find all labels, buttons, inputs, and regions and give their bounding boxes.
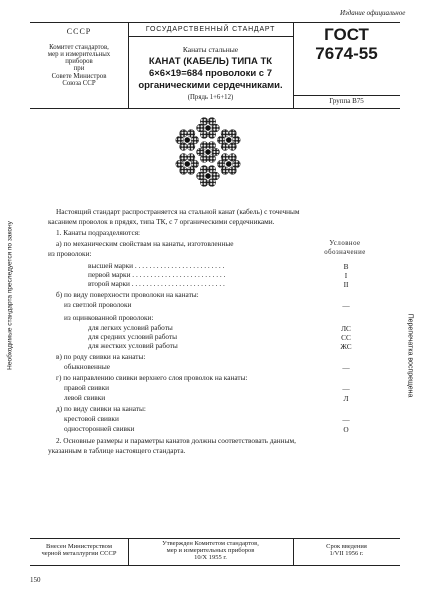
ordinary-lay-label: обыкновенные	[64, 362, 110, 371]
light-wire-label: из светлой проволоки	[64, 300, 132, 309]
gost-number: 7674-55	[315, 44, 378, 63]
wire-strand	[208, 179, 216, 187]
grade-1-code: В	[343, 262, 349, 271]
strand-formula: (Прядь 1+6+12)	[187, 94, 234, 101]
committee-line: Союза ССР	[62, 79, 96, 87]
zinc-hard-code: ЖС	[340, 342, 352, 351]
wire-strand	[187, 154, 195, 162]
light-wire-code: —	[342, 301, 350, 310]
cross-lay-code: —	[342, 415, 350, 424]
wire-strand	[208, 155, 216, 163]
wire-strand	[208, 142, 216, 150]
footer-submitted-line: черной металлургии СССР	[41, 549, 117, 557]
edition-note: Издание официальное	[340, 9, 406, 17]
zinc-wire-label: из оцинкованной проволоки:	[64, 313, 154, 322]
organic-core	[185, 161, 190, 166]
wire-strand	[200, 142, 208, 150]
grade-3-code: II	[343, 280, 349, 289]
grade-3-label: второй марки . . . . . . . . . . . . . . . . . . . . . . . . . .	[88, 279, 225, 288]
side-note-right: Перепечатка воспрещена	[406, 313, 414, 398]
item-b-heading: б) по виду поверхности проволоки на канаты:	[56, 290, 199, 299]
right-lay-code: —	[342, 384, 350, 393]
footer-submitted-line: Внесен Министерством	[46, 543, 112, 550]
wire-strand	[208, 166, 216, 174]
zinc-light-label: для легких условий работы	[88, 323, 173, 332]
grade-2-code: I	[344, 271, 348, 280]
item-a-line-1: а) по механическим свойствам на канаты, изготовленные	[56, 239, 234, 248]
organic-core	[205, 173, 210, 178]
footer-bottom-rule	[30, 565, 400, 566]
item-2-line-2: указанным в таблице настоящего стандарта.	[48, 446, 186, 455]
wire-strand	[208, 131, 216, 139]
footer-effective	[293, 544, 400, 558]
organic-core	[185, 137, 190, 142]
right-lay-label: правой свивки	[64, 383, 110, 392]
one-side-lay-label: односторонней свивки	[64, 424, 135, 433]
wire-strand	[187, 167, 195, 175]
wire-strand	[200, 166, 208, 174]
left-lay-code: Л	[343, 394, 349, 403]
one-side-lay-code: О	[343, 425, 349, 434]
legend-header-1: Условное	[329, 240, 361, 247]
organic-core	[205, 125, 210, 130]
committee-line: приборов	[65, 58, 93, 66]
wire-strand	[229, 167, 237, 175]
organic-core	[226, 137, 231, 142]
wire-strand	[200, 118, 208, 126]
footer-effective-line: Срок введения	[326, 543, 367, 550]
wire-strand	[187, 130, 195, 138]
title-subtitle: Канаты стальные	[182, 45, 239, 54]
item-1-heading: 1. Канаты подразделяются:	[56, 228, 141, 237]
title-line-2: 6×6×19=684 проволоки с 7	[148, 68, 273, 79]
item-v-heading: в) по роду свивки на канаты:	[56, 352, 146, 361]
committee-block	[30, 44, 128, 87]
ordinary-lay-code: —	[342, 363, 350, 372]
wire-strand	[229, 130, 237, 138]
page-number: 150	[30, 576, 41, 584]
title-line-1: КАНАТ (КАБЕЛЬ) ТИПА ТК	[148, 56, 273, 67]
strand-group	[176, 118, 241, 187]
left-lay-label: левой свивки	[64, 393, 106, 402]
committee-line: Комитет стандартов,	[49, 44, 109, 51]
grade-2-label: первой марки . . . . . . . . . . . . . . . . . . . . . . . . . .	[88, 270, 226, 279]
ussr-label: СССР	[66, 27, 92, 36]
header-center-rule	[128, 36, 293, 37]
footer-approved-line: мер и измерительных приборов	[166, 546, 255, 554]
committee-line: Совете Министров	[51, 72, 107, 80]
intro-line-2: касанием проволок в прядях, типа ТК, с 7 органическими сердечниками.	[48, 217, 275, 226]
header-top-rule	[30, 22, 400, 23]
group-label: Группа В75	[329, 97, 364, 105]
committee-line: при	[73, 65, 85, 73]
footer-submitted	[30, 544, 128, 558]
footer-approved	[128, 541, 293, 561]
wire-strand	[180, 154, 188, 162]
wire-strand	[229, 143, 237, 151]
organic-core	[205, 149, 210, 154]
state-standard-label: ГОСУДАРСТВЕННЫЙ СТАНДАРТ	[145, 26, 276, 33]
rope-cross-section	[168, 112, 248, 192]
wire-strand	[221, 130, 229, 138]
item-g-heading: г) по направлению свивки верхнего слоя проволок на канаты:	[56, 373, 248, 382]
wire-strand	[180, 130, 188, 138]
side-note-left: Необходимые стандарта преследуется по закону	[6, 221, 14, 370]
item-a-line-2: из проволоки:	[48, 249, 92, 258]
wire-strand	[187, 143, 195, 151]
footer-approved-line: 10/X 1955 г.	[194, 553, 227, 561]
organic-core	[226, 161, 231, 166]
footer-top-rule	[30, 538, 400, 539]
item-2-line-1: 2. Основные размеры и параметры канатов должны соответствовать данным,	[56, 436, 296, 445]
zinc-hard-label: для жестких условий работы	[88, 341, 178, 350]
legend-header-2: обозначение	[324, 249, 366, 256]
item-d-heading: д) по виду свивки на канаты:	[56, 404, 146, 413]
grade-1-label: высшей марки . . . . . . . . . . . . . . . . . . . . . . . . .	[88, 261, 225, 270]
wire-strand	[229, 154, 237, 162]
zinc-light-code: ЛС	[341, 324, 351, 333]
footer-approved-line: Утвержден Комитетом стандартов,	[162, 540, 259, 547]
footer-effective-line: 1/VII 1956 г.	[329, 549, 364, 557]
zinc-medium-label: для средних условий работы	[88, 332, 178, 341]
wire-strand	[208, 118, 216, 126]
wire-strand	[221, 154, 229, 162]
zinc-medium-code: СС	[341, 333, 351, 342]
header-right-rule	[293, 95, 400, 96]
cross-lay-label: крестовой свивки	[64, 414, 119, 423]
title-line-3: органическими сердечниками.	[138, 80, 283, 91]
gost-label: ГОСТ	[324, 25, 369, 44]
header-bottom-rule	[30, 108, 400, 109]
committee-line: мер и измерительных	[47, 51, 111, 59]
intro-line-1: Настоящий стандарт распространяется на стальной канат (кабель) с точечным	[56, 207, 300, 216]
